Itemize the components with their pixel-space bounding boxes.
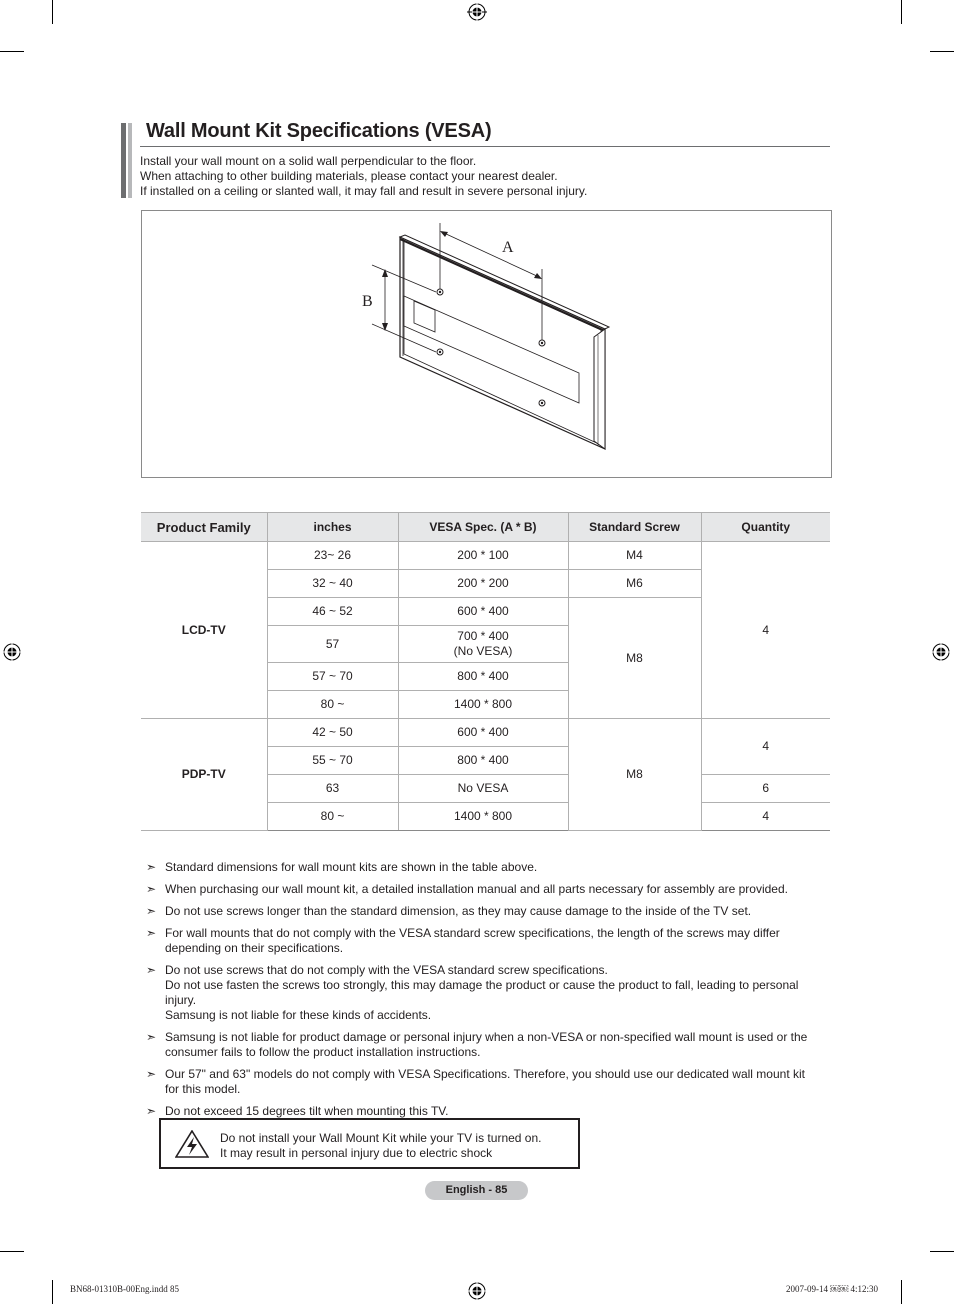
inches-cell: 23~ 26 — [267, 542, 398, 570]
note-line: Do not use fasten the screws too strongly, this may damage the product or cause the product to fall, leading to personal injury. — [165, 978, 799, 1007]
note-item — [146, 904, 822, 919]
vesa-note: (No VESA) — [453, 644, 513, 658]
crop-mark — [52, 0, 53, 24]
note-line: Samsung is not liable for these kinds of accidents. — [165, 1008, 432, 1022]
warning-text — [220, 1131, 541, 1161]
inches-cell: 57 ~ 70 — [267, 663, 398, 691]
warning-line: It may result in personal injury due to electric shock — [220, 1146, 493, 1160]
arrow-bullet-icon: ➣ — [146, 1030, 157, 1044]
title-accent-bars — [121, 123, 135, 198]
note-line: consumer fails to follow the product installation instructions. — [165, 1045, 481, 1059]
registration-mark-icon — [931, 642, 951, 662]
inches-cell: 42 ~ 50 — [267, 719, 398, 747]
crop-mark — [0, 51, 24, 52]
column-header: Standard Screw — [568, 513, 701, 542]
product-family-lcd: LCD-TV — [141, 542, 267, 719]
quantity-cell: 6 — [701, 775, 830, 803]
inches-cell: 46 ~ 52 — [267, 598, 398, 626]
dimension-label-b: B — [362, 293, 373, 310]
column-header: Quantity — [701, 513, 830, 542]
electric-shock-warning — [159, 1118, 580, 1169]
note-line: Standard dimensions for wall mount kits are shown in the table above. — [165, 860, 538, 874]
vesa-cell: 1400 * 800 — [398, 803, 568, 831]
note-item — [146, 860, 822, 875]
intro-line: Install your wall mount on a solid wall perpendicular to the floor. — [140, 154, 477, 168]
intro-text — [140, 154, 587, 199]
quantity-cell: 4 — [701, 803, 830, 831]
vesa-cell — [398, 626, 568, 663]
warning-line: Do not install your Wall Mount Kit while your TV is turned on. — [220, 1131, 542, 1145]
arrow-bullet-icon: ➣ — [146, 963, 157, 977]
vesa-cell: 600 * 400 — [398, 719, 568, 747]
page-number-label: English - 85 — [425, 1181, 528, 1200]
inches-cell: 63 — [267, 775, 398, 803]
arrow-bullet-icon: ➣ — [146, 1104, 157, 1118]
footer-file-info: BN68-01310B-00Eng.indd 85 — [70, 1284, 179, 1294]
registration-mark-icon — [467, 1281, 487, 1301]
note-item — [146, 926, 822, 956]
inches-cell: 32 ~ 40 — [267, 570, 398, 598]
footer-timestamp: 2007-09-14 ￼￼ 4:12:30 — [786, 1284, 878, 1294]
vesa-cell: 600 * 400 — [398, 598, 568, 626]
arrow-bullet-icon: ➣ — [146, 926, 157, 940]
note-item — [146, 1067, 822, 1097]
screw-cell: M8 — [568, 598, 701, 719]
inches-cell: 55 ~ 70 — [267, 747, 398, 775]
tv-rear-diagram — [141, 210, 832, 478]
quantity-cell: 4 — [701, 719, 830, 775]
registration-mark-icon — [467, 2, 487, 22]
notes-list — [146, 860, 822, 1126]
vesa-value: 700 * 400 — [457, 629, 509, 643]
note-item — [146, 963, 822, 1023]
table-row — [141, 719, 830, 747]
intro-line: If installed on a ceiling or slanted wall, it may fall and result in severe personal injury. — [140, 184, 588, 198]
screw-cell: M4 — [568, 542, 701, 570]
vesa-cell: 1400 * 800 — [398, 691, 568, 719]
note-item — [146, 882, 822, 897]
vesa-cell: 200 * 200 — [398, 570, 568, 598]
electric-shock-warning-icon — [175, 1130, 209, 1158]
column-header: Product Family — [141, 513, 267, 542]
tv-back-illustration — [142, 211, 831, 477]
note-line: Do not use screws that do not comply with the VESA standard screw specifications. — [165, 963, 608, 977]
crop-mark — [901, 1280, 902, 1304]
crop-mark — [901, 0, 902, 24]
note-item — [146, 1030, 822, 1060]
vesa-cell: No VESA — [398, 775, 568, 803]
vesa-cell: 800 * 400 — [398, 663, 568, 691]
note-line: Do not use screws longer than the standard dimension, as they may cause damage to the inside of the TV set. — [165, 904, 752, 918]
note-line: For wall mounts that do not comply with the VESA standard screw specifications, the length of the screws may differ — [165, 926, 780, 940]
quantity-cell: 4 — [701, 542, 830, 719]
registration-mark-icon — [2, 642, 22, 662]
vesa-cell: 800 * 400 — [398, 747, 568, 775]
page-title: Wall Mount Kit Specifications (VESA) — [146, 120, 492, 142]
arrow-bullet-icon: ➣ — [146, 904, 157, 918]
note-item — [146, 1104, 822, 1119]
arrow-bullet-icon: ➣ — [146, 882, 157, 896]
note-line: When purchasing our wall mount kit, a detailed installation manual and all parts necessary for assembly are provided. — [165, 882, 788, 896]
note-line: for this model. — [165, 1082, 241, 1096]
product-family-pdp: PDP-TV — [141, 719, 267, 831]
note-line: depending on their specifications. — [165, 941, 344, 955]
vesa-cell: 200 * 100 — [398, 542, 568, 570]
screw-cell: M8 — [568, 719, 701, 831]
arrow-bullet-icon: ➣ — [146, 1067, 157, 1081]
note-line: Our 57" and 63" models do not comply with VESA Specifications. Therefore, you should use our dedicated wall mount kit — [165, 1067, 805, 1081]
vesa-spec-table — [141, 512, 830, 831]
table-header-row — [141, 513, 830, 542]
note-line: Samsung is not liable for product damage or personal injury when a non-VESA or non-specified wall mount is used or the — [165, 1030, 808, 1044]
dimension-label-a: A — [502, 239, 514, 256]
inches-cell: 80 ~ — [267, 803, 398, 831]
inches-cell: 57 — [267, 626, 398, 663]
crop-mark — [52, 1280, 53, 1304]
intro-line: When attaching to other building materials, please contact your nearest dealer. — [140, 169, 558, 183]
crop-mark — [0, 1251, 24, 1252]
inches-cell: 80 ~ — [267, 691, 398, 719]
crop-mark — [930, 51, 954, 52]
column-header: inches — [267, 513, 398, 542]
table-row — [141, 542, 830, 570]
title-rule — [140, 146, 830, 147]
column-header: VESA Spec. (A * B) — [398, 513, 568, 542]
arrow-bullet-icon: ➣ — [146, 860, 157, 874]
crop-mark — [930, 1251, 954, 1252]
screw-cell: M6 — [568, 570, 701, 598]
note-line: Do not exceed 15 degrees tilt when mounting this TV. — [165, 1104, 449, 1118]
